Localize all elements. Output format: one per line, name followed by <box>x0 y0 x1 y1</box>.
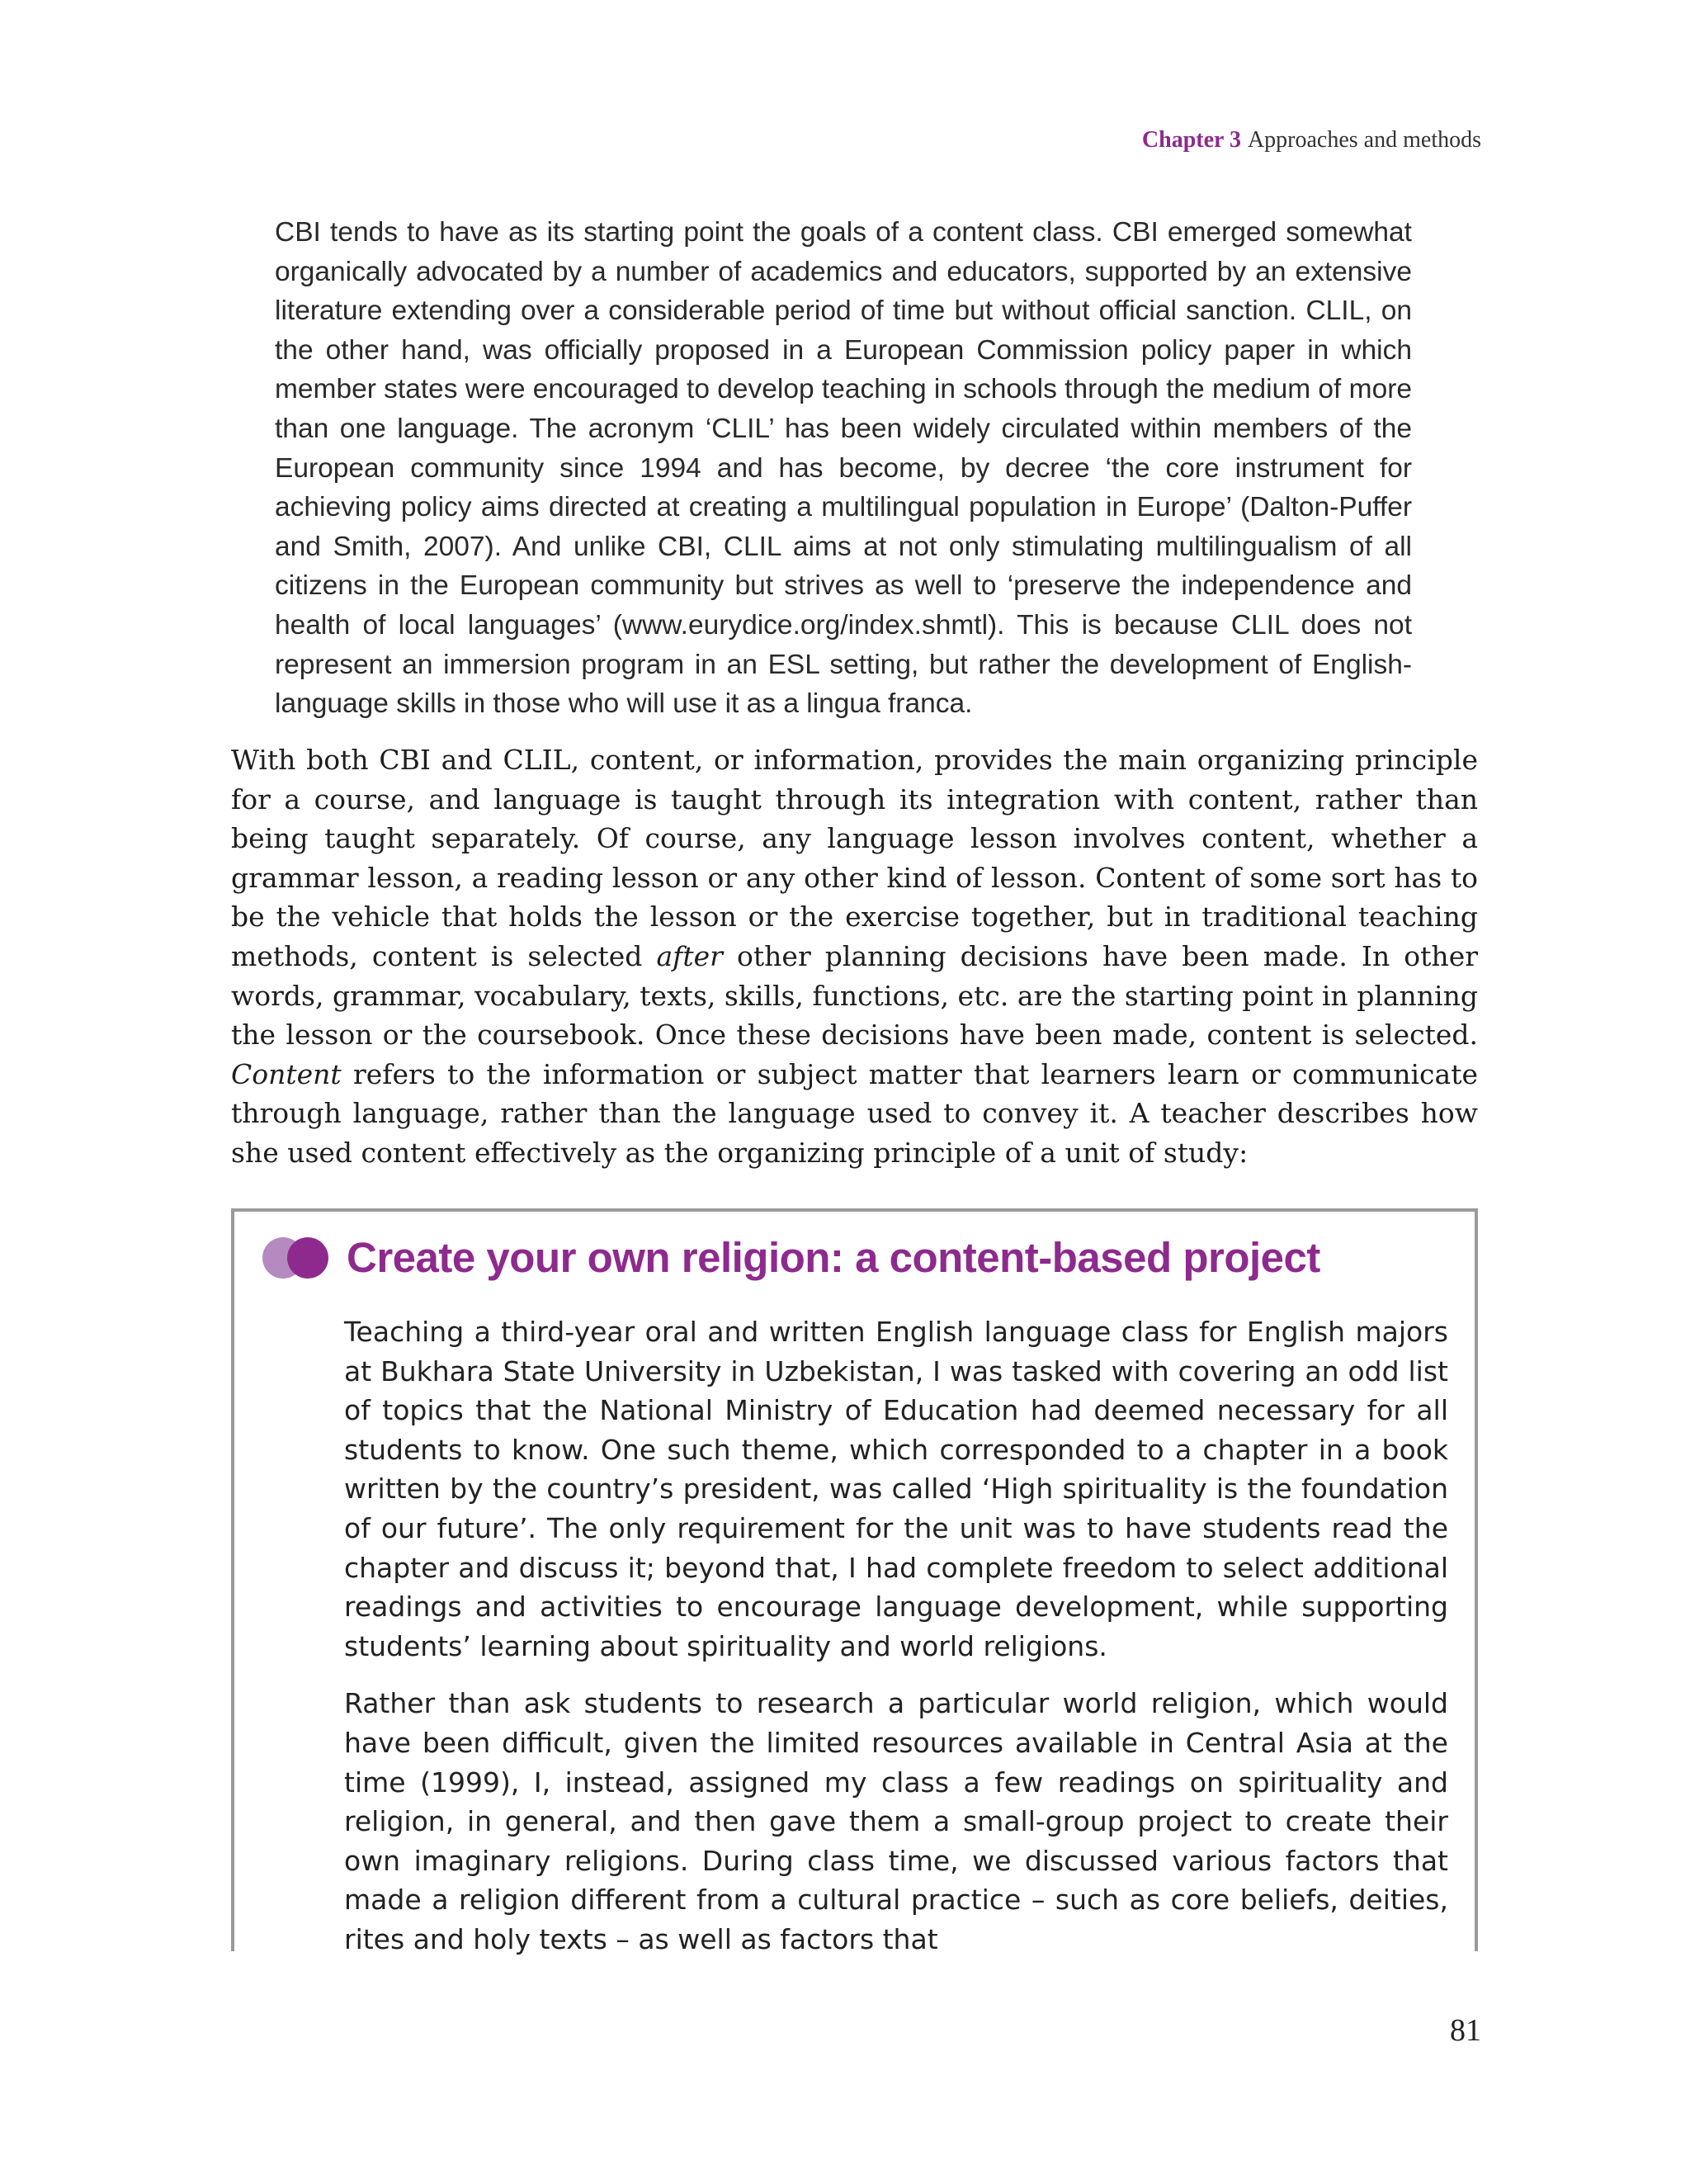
chapter-title: Approaches and methods <box>1247 127 1481 153</box>
case-study-body <box>344 1312 1448 1978</box>
body-text-part-2: other planning decisions have been made. In other words, grammar, vocabulary, texts, skills, functions, etc. are the starting point in planning the lesson or the coursebook. Once these decisions have been made, content is selected. <box>231 939 1478 1052</box>
running-head <box>1142 127 1481 154</box>
double-circle-icon <box>262 1237 330 1279</box>
page-number: 81 <box>1450 2013 1481 2048</box>
emphasis-after: after <box>656 939 723 972</box>
body-text-part-3: refers to the information or subject matter that learners learn or communicate through language, rather than the language used to convey it. A teacher describes how she used content effectively as the organizing principle of a unit of study: <box>231 1057 1478 1169</box>
body-text-part-1: With both CBI and CLIL, content, or information, provides the main organizing principle for a course, and language is taught through its integration with content, rather than being taught separately. Of course, any language lesson involves content, whether a grammar lesson, a reading lesson or any other kind of lesson. Content of some sort has to be the vehicle that holds the lesson or the exercise together, but in traditional teaching methods, content is selected <box>231 744 1478 972</box>
case-study-paragraph: Teaching a third-year oral and written English language class for English majors at Bukhara State University in Uzbekistan, I was tasked with covering an odd list of topics that the National Ministry of Education had deemed necessary for all students to know. One such theme, which corresponded to a chapter in a book written by the country’s president, was called ‘High spirituality is the foundation of our future’. The only requirement for the unit was to have students read the chapter and discuss it; beyond that, I had complete freedom to select additional readings and activities to encourage language development, while supporting students’ learning about spirituality and world religions. <box>344 1316 1448 1662</box>
case-study-heading <box>262 1233 1320 1282</box>
case-study-title: Create your own religion: a content-based project <box>347 1234 1320 1281</box>
case-study-paragraph: Rather than ask students to research a particular world religion, which would have been difficult, given the limited resources available in Central Asia at the time (1999), I, instead, assigned my class a few readings on spirituality and religion, in general, and then gave them a small-group project to create their own imaginary religions. During class time, we discussed various factors that made a religion different from a cultural practice – such as core beliefs, deities, rites and holy texts – as well as factors that <box>344 1687 1448 1955</box>
quoted-extract: CBI tends to have as its starting point the goals of a content class. CBI emerged somewhat organically advocated by a number of academics and educators, supported by an extensive literature extending over a considerable period of time but without official sanction. CLIL, on the other hand, was officially proposed in a European Commission policy paper in which member states were encouraged to develop teaching in schools through the medium of more than one language. The acronym ‘CLIL’ has been widely circulated within members of the European community since 1994 and has become, by decree ‘the core instrument for achieving policy aims directed at creating a multilingual population in Europe’ (Dalton-Puffer and Smith, 2007). And unlike CBI, CLIL aims at not only stimulating multilingualism of all citizens in the European community but strives as well to ‘preserve the independence and health of local languages’ (www.eurydice.org/index.shmtl). This is because CLIL does not represent an immersion program in an ESL setting, but rather the development of English-language skills in those who will use it as a lingua franca. <box>275 217 1412 720</box>
emphasis-content: Content <box>231 1057 342 1090</box>
chapter-label: Chapter 3 <box>1141 127 1241 153</box>
body-paragraph <box>231 740 1478 1173</box>
case-study-box <box>231 1208 1478 1955</box>
